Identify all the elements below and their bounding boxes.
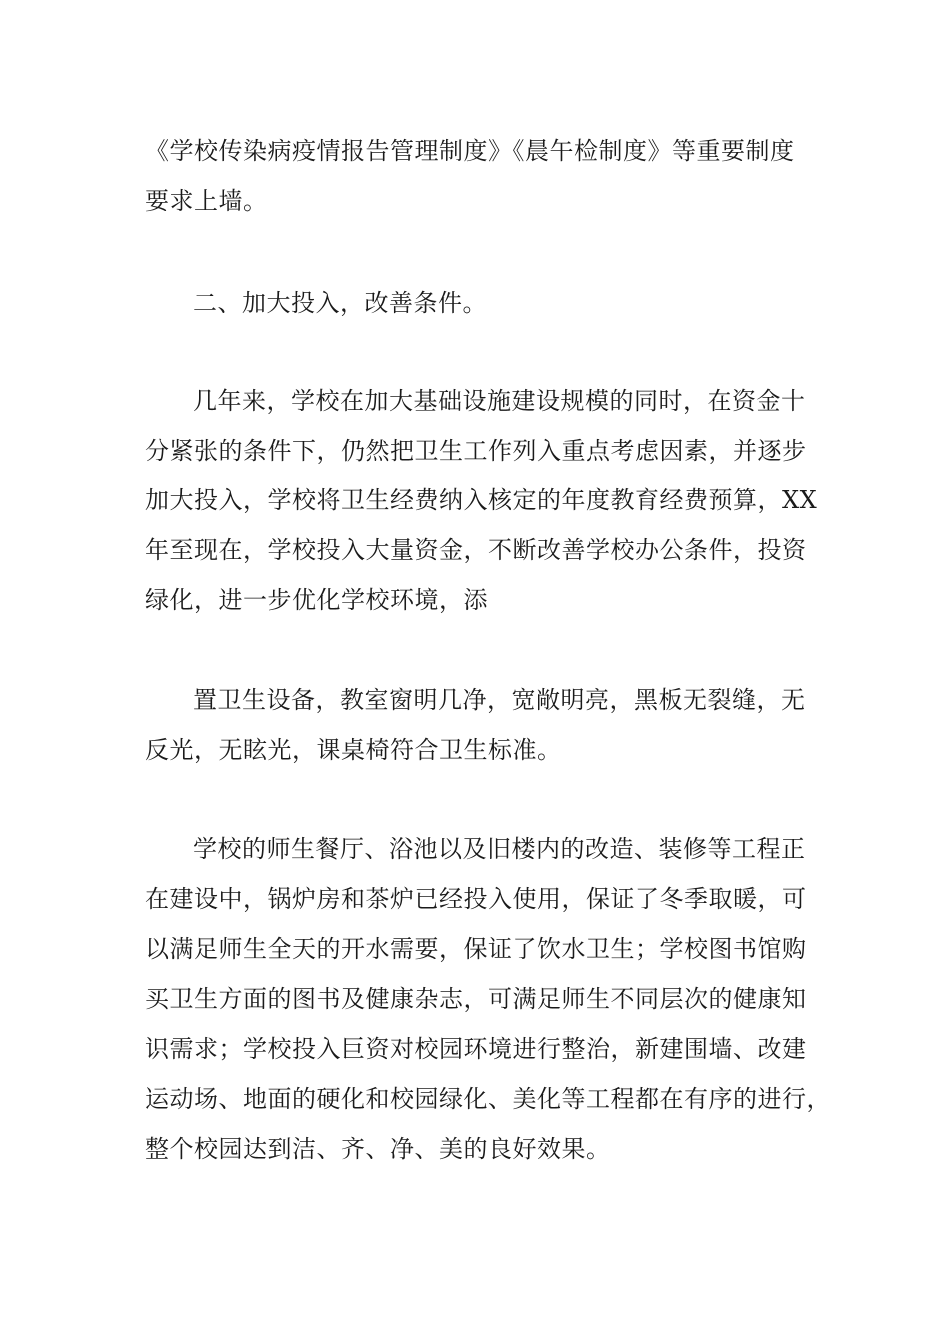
text-line: 要求上墙。 xyxy=(145,187,268,215)
text-line: 学校的师生餐厅、浴池以及旧楼内的改造、装修等工程正 xyxy=(193,835,806,863)
text-line: 运动场、地面的硬化和校园绿化、美化等工程都在有序的进行， xyxy=(145,1085,831,1113)
text-line: 在建设中，锅炉房和茶炉已经投入使用，保证了冬季取暖，可 xyxy=(145,885,807,913)
text-line: 反光，无眩光，课桌椅符合卫生标准。 xyxy=(145,736,562,764)
text-line: 分紧张的条件下，仍然把卫生工作列入重点考虑因素，并逐步 xyxy=(145,437,807,465)
text-line: 识需求；学校投入巨资对校园环境进行整治，新建围墙、改建 xyxy=(145,1035,807,1063)
text-line: 买卫生方面的图书及健康杂志，可满足师生不同层次的健康知 xyxy=(145,985,807,1013)
section-heading: 二、加大投入，改善条件。 xyxy=(193,289,487,317)
text-line: 绿化，进一步优化学校环境，添 xyxy=(145,586,488,614)
text-line: 整个校园达到洁、齐、净、美的良好效果。 xyxy=(145,1135,611,1163)
text-line: 置卫生设备，教室窗明几净，宽敞明亮，黑板无裂缝，无 xyxy=(193,686,806,714)
text-line: 年至现在，学校投入大量资金，不断改善学校办公条件，投资 xyxy=(145,536,807,564)
text-line: 加大投入，学校将卫生经费纳入核定的年度教育经费预算，XX xyxy=(145,486,818,514)
text-line: 《学校传染病疫情报告管理制度》《晨午检制度》等重要制度 xyxy=(145,137,795,165)
text-line: 几年来，学校在加大基础设施建设规模的同时，在资金十 xyxy=(193,387,806,415)
text-line: 以满足师生全天的开水需要，保证了饮水卫生；学校图书馆购 xyxy=(145,935,807,963)
